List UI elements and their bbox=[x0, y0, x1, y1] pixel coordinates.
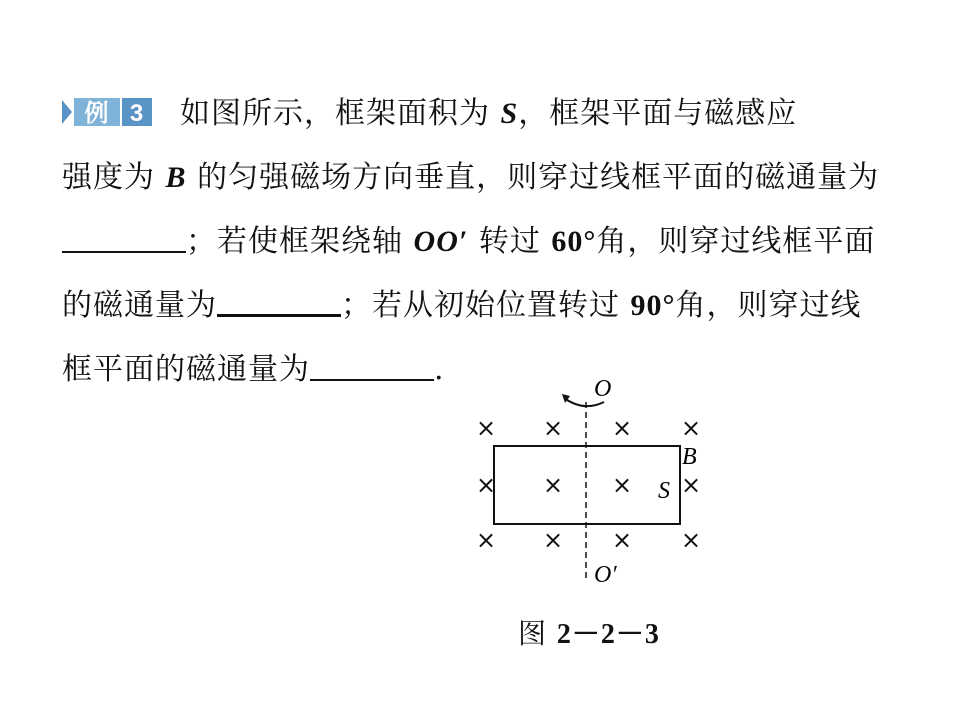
problem-text bbox=[62, 82, 900, 402]
figure-caption bbox=[518, 612, 660, 652]
line3-text-c: 角，则穿过线框平面 bbox=[596, 224, 876, 259]
frame-rectangle bbox=[494, 446, 680, 524]
triangle-arrow-icon bbox=[62, 100, 72, 124]
axis-label: OO′ bbox=[413, 225, 469, 258]
label-B: B bbox=[682, 444, 697, 470]
label-S: S bbox=[658, 478, 670, 504]
line4-text-a: 的磁通量为 bbox=[62, 288, 217, 323]
example-badge-char: 例 bbox=[84, 99, 110, 127]
line3-text-a: ；若使框架绕轴 bbox=[186, 224, 403, 259]
field-cross: × bbox=[476, 471, 497, 499]
field-cross: × bbox=[681, 471, 702, 499]
caption-prefix: 图 bbox=[518, 617, 548, 650]
field-cross: × bbox=[612, 526, 633, 554]
line3-text-b: 转过 bbox=[478, 224, 541, 259]
answer-blank-3[interactable] bbox=[310, 349, 434, 381]
line5-end: . bbox=[434, 352, 445, 387]
problem-line-1 bbox=[62, 82, 900, 146]
label-O: O bbox=[594, 376, 612, 402]
problem-line-2 bbox=[62, 146, 900, 210]
field-cross: × bbox=[681, 414, 702, 442]
field-cross: × bbox=[612, 471, 633, 499]
magnetic-field-diagram bbox=[466, 372, 726, 592]
symbol-B: B bbox=[165, 161, 187, 194]
line5-text-a: 框平面的磁通量为 bbox=[62, 352, 310, 387]
field-cross: × bbox=[543, 471, 564, 499]
angle-60: 60° bbox=[551, 225, 597, 258]
problem-line-3 bbox=[62, 210, 900, 274]
problem-line-4 bbox=[62, 274, 900, 338]
field-cross: × bbox=[543, 526, 564, 554]
field-cross: × bbox=[476, 414, 497, 442]
caption-number: 2－2－3 bbox=[556, 619, 660, 650]
answer-blank-1[interactable] bbox=[62, 221, 186, 253]
field-cross: × bbox=[681, 526, 702, 554]
answer-blank-2[interactable] bbox=[217, 284, 341, 317]
line4-text-b: ；若从初始位置转过 bbox=[341, 288, 620, 323]
example-badge bbox=[62, 96, 154, 128]
example-badge-number: 3 bbox=[129, 100, 145, 127]
line1-text-b: ，框架平面与磁感应 bbox=[518, 96, 798, 131]
field-cross: × bbox=[612, 414, 633, 442]
field-cross: × bbox=[543, 414, 564, 442]
field-cross: × bbox=[476, 526, 497, 554]
line1-text-a: 如图所示，框架面积为 bbox=[180, 96, 490, 131]
angle-90: 90° bbox=[630, 289, 676, 322]
label-O-prime: O′ bbox=[594, 562, 617, 588]
line2-text-a: 强度为 bbox=[62, 160, 155, 195]
line2-text-b: 的匀强磁场方向垂直，则穿过线框平面的磁通量为 bbox=[197, 160, 880, 195]
line4-text-c: 角，则穿过线 bbox=[675, 288, 862, 323]
symbol-S: S bbox=[500, 97, 519, 130]
